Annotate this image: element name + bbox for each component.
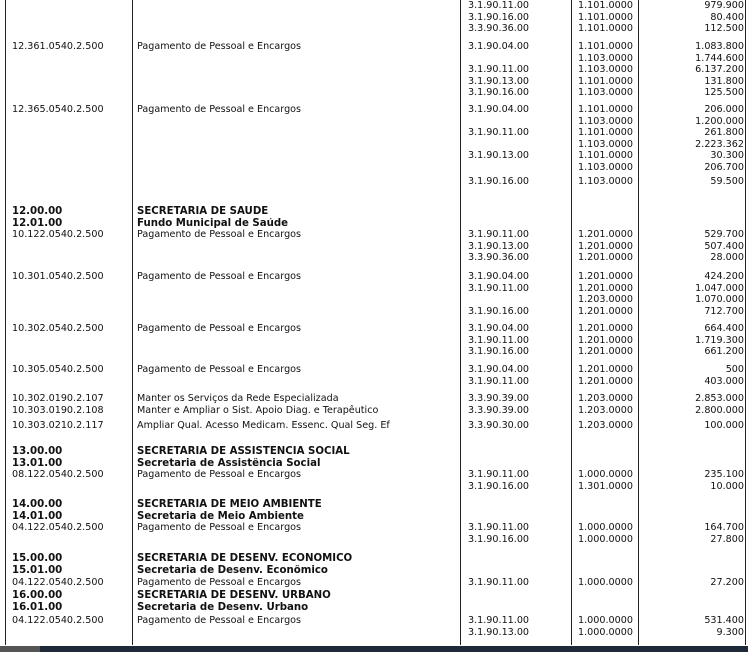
source-code-cell: 1.201.0000 [578, 229, 633, 240]
table-row [0, 76, 748, 88]
description-cell: Pagamento de Pessoal e Encargos [137, 615, 302, 626]
program-code-cell: 12.365.0540.2.500 [12, 104, 104, 115]
amount-cell: 27.200 [710, 577, 744, 588]
nature-code-cell: 3.1.90.16.00 [468, 346, 530, 357]
nature-code-cell: 3.1.90.11.00 [468, 229, 530, 240]
program-code-cell: 04.122.0540.2.500 [12, 615, 104, 626]
amount-cell: 80.400 [710, 11, 744, 23]
section-heading-row [0, 499, 748, 511]
table-row [0, 627, 748, 639]
table-row [0, 116, 748, 128]
source-code-cell: 1.101.0000 [578, 75, 633, 87]
source-code-cell: 1.101.0000 [578, 41, 633, 52]
source-code-cell: 1.000.0000 [578, 626, 633, 638]
table-row [0, 294, 748, 306]
amount-cell: 10.000 [710, 480, 744, 492]
section-heading-row [0, 590, 748, 602]
table-row [0, 53, 748, 65]
program-code-cell: 12.361.0540.2.500 [12, 41, 104, 52]
amount-cell: 235.100 [704, 469, 744, 480]
description-cell: Ampliar Qual. Acesso Medicam. Essenc. Qual Seg. Ef [137, 420, 390, 431]
description-cell: SECRETARIA DE DESENV. URBANO [137, 590, 331, 601]
amount-cell: 6.137.200 [695, 64, 744, 75]
table-row [0, 0, 748, 12]
source-code-cell: 1.203.0000 [578, 393, 633, 404]
amount-cell: 131.800 [704, 75, 744, 87]
nature-code-cell: 3.3.90.39.00 [468, 393, 530, 404]
program-code-cell: 15.00.00 [12, 553, 63, 564]
source-code-cell: 1.000.0000 [578, 533, 633, 545]
source-code-cell: 1.103.0000 [578, 64, 633, 75]
table-row [0, 127, 748, 139]
source-code-cell: 1.103.0000 [578, 87, 633, 98]
amount-cell: 206.000 [704, 104, 744, 115]
description-cell: Secretaria de Desenv. Urbano [137, 601, 309, 613]
amount-cell: 661.200 [704, 346, 744, 357]
source-code-cell: 1.201.0000 [578, 252, 633, 263]
bottom-strip-accent [0, 646, 40, 652]
description-cell: Secretaria de Desenv. Econômico [137, 565, 328, 576]
amount-cell: 1.200.000 [695, 115, 744, 127]
nature-code-cell: 3.3.90.39.00 [468, 405, 530, 416]
amount-cell: 424.200 [704, 271, 744, 282]
source-code-cell: 1.201.0000 [578, 282, 633, 294]
amount-cell: 2.800.000 [695, 405, 744, 416]
table-row [0, 87, 748, 99]
amount-cell: 2.853.000 [695, 393, 744, 404]
amount-cell: 1.719.300 [695, 334, 744, 346]
nature-code-cell: 3.1.90.13.00 [468, 240, 530, 252]
program-code-cell: 13.00.00 [12, 446, 63, 457]
description-cell: Pagamento de Pessoal e Encargos [137, 577, 302, 588]
table-row [0, 150, 748, 162]
description-cell: Manter e Ampliar o Sist. Apoio Diag. e Terapêutico [137, 405, 379, 416]
source-code-cell: 1.101.0000 [578, 23, 633, 34]
description-cell: SECRETARIA DE MEIO AMBIENTE [137, 499, 322, 510]
table-row [0, 376, 748, 388]
description-cell: Pagamento de Pessoal e Encargos [137, 104, 302, 115]
description-cell: Secretaria de Assistência Social [137, 457, 321, 469]
nature-code-cell: 3.1.90.04.00 [468, 41, 530, 52]
program-code-cell: 14.01.00 [12, 510, 63, 522]
program-code-cell: 10.302.0190.2.107 [12, 393, 104, 404]
amount-cell: 1.047.000 [695, 282, 744, 294]
section-heading-row [0, 446, 748, 458]
nature-code-cell: 3.1.90.11.00 [468, 64, 530, 75]
table-row [0, 522, 748, 534]
description-cell: Pagamento de Pessoal e Encargos [137, 364, 302, 375]
description-cell: Pagamento de Pessoal e Encargos [137, 229, 302, 240]
table-row [0, 139, 748, 151]
source-code-cell: 1.101.0000 [578, 0, 633, 11]
description-cell: Secretaria de Meio Ambiente [137, 510, 304, 522]
nature-code-cell: 3.1.90.16.00 [468, 87, 530, 98]
program-code-cell: 13.01.00 [12, 457, 63, 469]
nature-code-cell: 3.1.90.13.00 [468, 75, 530, 87]
nature-code-cell: 3.1.90.11.00 [468, 0, 530, 11]
table-row [0, 577, 748, 589]
table-row [0, 323, 748, 335]
source-code-cell: 1.101.0000 [578, 150, 633, 161]
amount-cell: 100.000 [704, 420, 744, 431]
nature-code-cell: 3.1.90.11.00 [468, 334, 530, 346]
amount-cell: 979.900 [704, 0, 744, 11]
program-code-cell: 10.303.0190.2.108 [12, 405, 104, 416]
source-code-cell: 1.201.0000 [578, 323, 633, 334]
source-code-cell: 1.000.0000 [578, 469, 633, 480]
source-code-cell: 1.201.0000 [578, 364, 633, 375]
amount-cell: 261.800 [704, 127, 744, 138]
source-code-cell: 1.000.0000 [578, 615, 633, 626]
section-heading-row [0, 511, 748, 523]
table-row [0, 534, 748, 546]
description-cell: SECRETARIA DE ASSISTÊNCIA SOCIAL [137, 446, 350, 457]
program-code-cell: 10.305.0540.2.500 [12, 364, 104, 375]
program-code-cell: 10.303.0210.2.117 [12, 420, 104, 431]
table-row [0, 393, 748, 405]
table-row [0, 335, 748, 347]
amount-cell: 125.500 [704, 87, 744, 98]
nature-code-cell: 3.1.90.16.00 [468, 480, 530, 492]
amount-cell: 164.700 [704, 522, 744, 533]
table-row [0, 241, 748, 253]
nature-code-cell: 3.1.90.13.00 [468, 150, 530, 161]
table-row [0, 41, 748, 53]
nature-code-cell: 3.1.90.13.00 [468, 626, 530, 638]
source-code-cell: 1.201.0000 [578, 346, 633, 357]
description-cell: SECRETARIA DE SAUDE [137, 206, 269, 217]
nature-code-cell: 3.1.90.16.00 [468, 176, 530, 187]
nature-code-cell: 3.1.90.16.00 [468, 533, 530, 545]
description-cell: Pagamento de Pessoal e Encargos [137, 469, 302, 480]
section-heading-row [0, 565, 748, 577]
table-row [0, 364, 748, 376]
nature-code-cell: 3.1.90.11.00 [468, 282, 530, 294]
section-heading-row [0, 602, 748, 614]
amount-cell: 1.070.000 [695, 294, 744, 305]
source-code-cell: 1.201.0000 [578, 334, 633, 346]
nature-code-cell: 3.3.90.36.00 [468, 23, 530, 34]
source-code-cell: 1.103.0000 [578, 52, 633, 64]
source-code-cell: 1.103.0000 [578, 138, 633, 150]
source-code-cell: 1.201.0000 [578, 240, 633, 252]
description-cell: Pagamento de Pessoal e Encargos [137, 323, 302, 334]
source-code-cell: 1.203.0000 [578, 294, 633, 305]
amount-cell: 531.400 [704, 615, 744, 626]
table-row [0, 23, 748, 35]
table-row [0, 346, 748, 358]
nature-code-cell: 3.1.90.11.00 [468, 615, 530, 626]
program-code-cell: 10.301.0540.2.500 [12, 271, 104, 282]
program-code-cell: 12.00.00 [12, 206, 63, 217]
description-cell: Fundo Municipal de Saúde [137, 217, 289, 229]
nature-code-cell: 3.1.90.11.00 [468, 375, 530, 387]
source-code-cell: 1.000.0000 [578, 522, 633, 533]
amount-cell: 500 [725, 364, 744, 375]
amount-cell: 9.300 [716, 626, 744, 638]
section-heading-row [0, 458, 748, 470]
source-code-cell: 1.301.0000 [578, 480, 633, 492]
nature-code-cell: 3.1.90.11.00 [468, 522, 530, 533]
amount-cell: 2.223.362 [695, 138, 744, 150]
amount-cell: 529.700 [704, 229, 744, 240]
amount-cell: 28.000 [710, 252, 744, 263]
nature-code-cell: 3.1.90.11.00 [468, 577, 530, 588]
table-row [0, 469, 748, 481]
amount-cell: 712.700 [704, 305, 744, 317]
source-code-cell: 1.101.0000 [578, 11, 633, 23]
amount-cell: 30.300 [710, 150, 744, 161]
program-code-cell: 10.302.0540.2.500 [12, 323, 104, 334]
program-code-cell: 04.122.0540.2.500 [12, 577, 104, 588]
table-row [0, 162, 748, 174]
nature-code-cell: 3.3.90.30.00 [468, 420, 530, 431]
nature-code-cell: 3.1.90.04.00 [468, 271, 530, 282]
nature-code-cell: 3.1.90.04.00 [468, 364, 530, 375]
table-row [0, 420, 748, 432]
description-cell: Pagamento de Pessoal e Encargos [137, 271, 302, 282]
source-code-cell: 1.203.0000 [578, 420, 633, 431]
source-code-cell: 1.201.0000 [578, 271, 633, 282]
description-cell: SECRETARIA DE DESENV. ECONÔMICO [137, 553, 353, 564]
bottom-strip [0, 646, 748, 652]
amount-cell: 1.083.800 [695, 41, 744, 52]
table-row [0, 306, 748, 318]
program-code-cell: 08.122.0540.2.500 [12, 469, 104, 480]
source-code-cell: 1.101.0000 [578, 104, 633, 115]
table-row [0, 12, 748, 24]
nature-code-cell: 3.1.90.04.00 [468, 104, 530, 115]
section-heading-row [0, 553, 748, 565]
table-row [0, 229, 748, 241]
source-code-cell: 1.201.0000 [578, 375, 633, 387]
source-code-cell: 1.103.0000 [578, 161, 633, 173]
amount-cell: 59.500 [710, 176, 744, 187]
table-row [0, 615, 748, 627]
amount-cell: 664.400 [704, 323, 744, 334]
program-code-cell: 16.00.00 [12, 590, 63, 601]
table-row [0, 64, 748, 76]
section-heading-row [0, 218, 748, 230]
amount-cell: 1.744.600 [695, 52, 744, 64]
description-cell: Pagamento de Pessoal e Encargos [137, 522, 302, 533]
program-code-cell: 14.00.00 [12, 499, 63, 510]
section-heading-row [0, 206, 748, 218]
program-code-cell: 16.01.00 [12, 601, 63, 613]
amount-cell: 27.800 [710, 533, 744, 545]
source-code-cell: 1.000.0000 [578, 577, 633, 588]
nature-code-cell: 3.1.90.11.00 [468, 127, 530, 138]
source-code-cell: 1.101.0000 [578, 127, 633, 138]
program-code-cell: 04.122.0540.2.500 [12, 522, 104, 533]
table-row [0, 405, 748, 417]
program-code-cell: 15.01.00 [12, 565, 63, 576]
nature-code-cell: 3.1.90.11.00 [468, 469, 530, 480]
table-row [0, 283, 748, 295]
nature-code-cell: 3.1.90.16.00 [468, 305, 530, 317]
amount-cell: 112.500 [704, 23, 744, 34]
nature-code-cell: 3.1.90.04.00 [468, 323, 530, 334]
source-code-cell: 1.203.0000 [578, 405, 633, 416]
table-row [0, 271, 748, 283]
table-row [0, 252, 748, 264]
source-code-cell: 1.103.0000 [578, 176, 633, 187]
nature-code-cell: 3.3.90.36.00 [468, 252, 530, 263]
description-cell: Pagamento de Pessoal e Encargos [137, 41, 302, 52]
program-code-cell: 12.01.00 [12, 217, 63, 229]
table-row [0, 176, 748, 188]
description-cell: Manter os Serviços da Rede Especializada [137, 393, 339, 404]
nature-code-cell: 3.1.90.16.00 [468, 11, 530, 23]
table-row [0, 104, 748, 116]
amount-cell: 403.000 [704, 375, 744, 387]
amount-cell: 206.700 [704, 161, 744, 173]
source-code-cell: 1.103.0000 [578, 115, 633, 127]
table-row [0, 481, 748, 493]
amount-cell: 507.400 [704, 240, 744, 252]
source-code-cell: 1.201.0000 [578, 305, 633, 317]
program-code-cell: 10.122.0540.2.500 [12, 229, 104, 240]
